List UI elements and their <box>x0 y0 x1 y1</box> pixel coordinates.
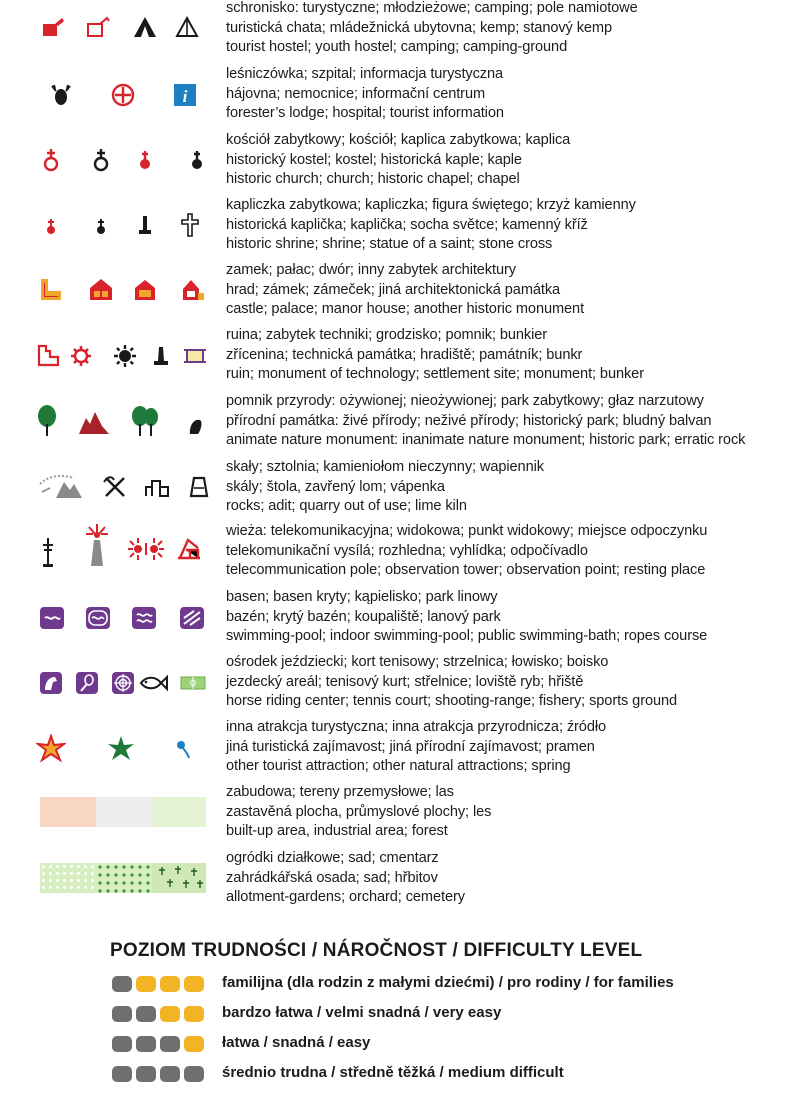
difficulty-segment-filled <box>160 1036 180 1052</box>
legend-text-cz: jiná turistická zajímavost; jiná přírodní zajímavost; pramen <box>226 738 595 755</box>
swimming-pool-icon <box>40 607 64 629</box>
difficulty-level-easy <box>112 1033 772 1055</box>
legend-text-cz: turistická chata; mládežnická ubytovna; kemp; stanový kemp <box>226 19 612 36</box>
adit-icon <box>102 474 128 500</box>
monument-icon <box>148 343 174 369</box>
difficulty-segment-filled <box>136 1036 156 1052</box>
legend-text-pl: zamek; pałac; dwór; inny zabytek architektury <box>226 262 516 278</box>
legend-text-cz: hájovna; nemocnice; informační centrum <box>226 85 486 102</box>
difficulty-level-medium-difficult <box>112 1063 772 1085</box>
legend-text-en: historic church; church; historic chapel; chapel <box>226 171 520 188</box>
telecommunication-pole-icon <box>38 536 58 570</box>
castle-icon <box>38 276 64 302</box>
palace-icon <box>88 276 114 302</box>
difficulty-segment-filled <box>160 1066 180 1082</box>
difficulty-label: łatwa / snadná / easy <box>222 1034 371 1051</box>
legend-text-pl: leśniczówka; szpital; informacja turystyczna <box>226 66 504 82</box>
fishery-icon <box>138 674 168 692</box>
legend-text-en: other tourist attraction; other natural attractions; spring <box>226 758 571 775</box>
legend-text-pl: kapliczka zabytkowa; kapliczka; figura świętego; krzyż kamienny <box>226 197 636 213</box>
difficulty-segment-filled <box>112 1036 132 1052</box>
animate-nature-monument-icon <box>34 404 60 438</box>
difficulty-heading: POZIOM TRUDNOŚCI / NÁROČNOST / DIFFICULTY LEVEL <box>110 940 643 961</box>
rocks-icon <box>36 470 86 500</box>
difficulty-bar <box>112 1006 204 1022</box>
difficulty-segment-empty <box>136 976 156 992</box>
monument-of-technology-icon <box>68 343 94 369</box>
settlement-site-icon <box>112 343 138 369</box>
orchard-swatch <box>96 863 152 893</box>
difficulty-segment-filled <box>184 1066 204 1082</box>
historic-church-icon <box>38 147 64 173</box>
legend-text-cz: zahrádkářská osada; sad; hřbitov <box>226 869 438 886</box>
quarry-icon <box>144 474 170 500</box>
svg-text:i: i <box>182 87 188 106</box>
difficulty-bar <box>112 976 204 992</box>
tourist-attraction-icon <box>36 734 66 764</box>
legend-text-pl: ośrodek jeździecki; kort tenisowy; strzelnica; łowisko; boisko <box>226 654 609 670</box>
legend-text-cz: zastavěná plocha, průmyslové plochy; les <box>226 803 492 820</box>
difficulty-segment-filled <box>112 1006 132 1022</box>
legend-text-pl: zabudowa; tereny przemysłowe; las <box>226 784 454 800</box>
difficulty-segment-filled <box>112 1066 132 1082</box>
spring-icon <box>174 738 192 760</box>
difficulty-label: bardzo łatwa / velmi snadná / very easy <box>222 1004 502 1021</box>
historic-chapel-icon <box>132 147 158 173</box>
legend-text-en: horse riding center; tennis court; shooting-range; fishery; sports ground <box>226 693 678 710</box>
legend-text-en: castle; palace; manor house; another historic monument <box>226 301 585 318</box>
cemetery-swatch <box>152 863 206 893</box>
manor-house-icon <box>132 276 158 302</box>
historic-monument-icon <box>180 276 206 302</box>
legend-text-en: built-up area, industrial area; forest <box>226 823 448 840</box>
difficulty-label: familijna (dla rodzin z małymi dziećmi) / pro rodiny / for families <box>222 974 674 991</box>
chapel-icon <box>184 147 210 173</box>
legend-text-pl: ruina; zabytek techniki; grodzisko; pomnik; bunkier <box>226 327 547 343</box>
legend-text-en: historic shrine; shrine; statue of a saint; stone cross <box>226 236 553 253</box>
legend-text-pl: inna atrakcja turystyczna; inna atrakcja przyrodnicza; źródło <box>226 719 607 735</box>
legend-text-cz: skály; štola, zavřený lom; vápenka <box>226 478 445 495</box>
difficulty-segment-empty <box>184 1006 204 1022</box>
legend-text-cz: historický kostel; kostel; historická kaple; kaple <box>226 151 522 168</box>
legend-text-pl: wieża: telekomunikacyjna; widokowa; punkt widokowy; miejsce odpoczynku <box>226 523 708 539</box>
sports-ground-icon <box>180 676 206 690</box>
inanimate-nature-monument-icon <box>78 408 110 436</box>
built-up-area-swatch <box>40 797 96 827</box>
camping-ground-icon <box>174 14 200 40</box>
hospital-icon <box>110 82 136 108</box>
legend-text-cz: telekomunikační vysílá; rozhledna; vyhlídka; odpočívadlo <box>226 542 588 559</box>
legend-text-cz: jezdecký areál; tenisový kurt; střelnice; loviště ryb; hřiště <box>226 673 584 690</box>
legend-text-en: swimming-pool; indoor swimming-pool; public swimming-bath; ropes course <box>226 628 708 645</box>
legend-text-en: rocks; adit; quarry out of use; lime kiln <box>226 498 467 515</box>
legend-text-en: tourist hostel; youth hostel; camping; camping-ground <box>226 39 568 56</box>
legend-text-pl: ogródki działkowe; sad; cmentarz <box>226 850 439 866</box>
forester-lodge-icon <box>48 82 74 108</box>
legend-text-cz: zřícenina; technická památka; hradiště; památník; bunkr <box>226 346 583 363</box>
shrine-icon <box>88 212 114 238</box>
legend-text-cz: bazén; krytý bazén; koupaliště; lanový park <box>226 608 501 625</box>
difficulty-bar <box>112 1066 204 1082</box>
difficulty-level-families <box>112 973 772 995</box>
shooting-range-icon <box>112 672 134 694</box>
lime-kiln-icon <box>186 474 212 500</box>
legend-text-en: forester’s lodge; hospital; tourist information <box>226 105 504 122</box>
camping-icon <box>132 14 158 40</box>
observation-tower-icon <box>82 522 112 568</box>
difficulty-segment-filled <box>136 1066 156 1082</box>
bunker-icon <box>182 343 208 369</box>
erratic-rock-icon <box>184 414 210 440</box>
legend-text-pl: pomnik przyrody: ożywionej; nieożywionej; park zabytkowy; głaz narzutowy <box>226 393 704 409</box>
legend-text-en: allotment-gardens; orchard; cemetery <box>226 889 465 906</box>
church-icon <box>88 147 114 173</box>
horse-riding-icon <box>40 672 62 694</box>
difficulty-segment-empty <box>184 976 204 992</box>
legend-text-pl: schronisko: turystyczne; młodzieżowe; camping; pole namiotowe <box>226 0 638 16</box>
forest-swatch <box>152 797 206 827</box>
difficulty-segment-empty <box>160 976 180 992</box>
ropes-course-icon <box>180 607 204 629</box>
legend-text-cz: hrad; zámek; zámeček; jiná architektonická památka <box>226 281 561 298</box>
difficulty-segment-filled <box>112 976 132 992</box>
difficulty-segment-empty <box>184 1036 204 1052</box>
indoor-pool-icon <box>86 607 110 629</box>
legend-text-en: ruin; monument of technology; settlement site; monument; bunker <box>226 366 644 383</box>
difficulty-segment-filled <box>136 1006 156 1022</box>
historic-shrine-icon <box>38 212 64 238</box>
legend-text-pl: kościół zabytkowy; kościół; kaplica zabytkowa; kaplica <box>226 132 571 148</box>
legend-text-en: animate nature monument: inanimate nature monument; historic park; erratic rock <box>226 432 746 449</box>
tourist-information-icon <box>172 82 198 108</box>
ruin-icon <box>36 343 62 369</box>
tennis-court-icon <box>76 672 98 694</box>
youth-hostel-icon <box>85 14 111 40</box>
resting-place-icon <box>176 536 202 562</box>
legend-text-pl: basen; basen kryty; kąpielisko; park linowy <box>226 589 498 605</box>
hostel-icon <box>40 14 66 40</box>
statue-of-saint-icon <box>132 212 158 238</box>
legend-text-pl: skały; sztolnia; kamieniołom nieczynny; wapiennik <box>226 459 544 475</box>
historic-park-icon <box>130 404 160 438</box>
difficulty-bar <box>112 1036 204 1052</box>
difficulty-label: średnio trudna / středně těžká / medium difficult <box>222 1064 564 1081</box>
observation-point-icon <box>126 534 166 564</box>
difficulty-level-very-easy <box>112 1003 772 1025</box>
stone-cross-icon <box>177 212 203 238</box>
legend-text-cz: historická kaplička; kaplička; socha světce; kamenný kříž <box>226 216 588 233</box>
swimming-bath-icon <box>132 607 156 629</box>
allotment-gardens-swatch <box>40 863 96 893</box>
legend-text-en: telecommunication pole; observation tower; observation point; resting place <box>226 562 706 579</box>
legend-text-cz: přírodní památka: živé přírody; neživé přírody; historický park; bludný balvan <box>226 412 712 429</box>
industrial-area-swatch <box>96 797 152 827</box>
difficulty-segment-empty <box>160 1006 180 1022</box>
natural-attraction-icon <box>106 734 136 764</box>
